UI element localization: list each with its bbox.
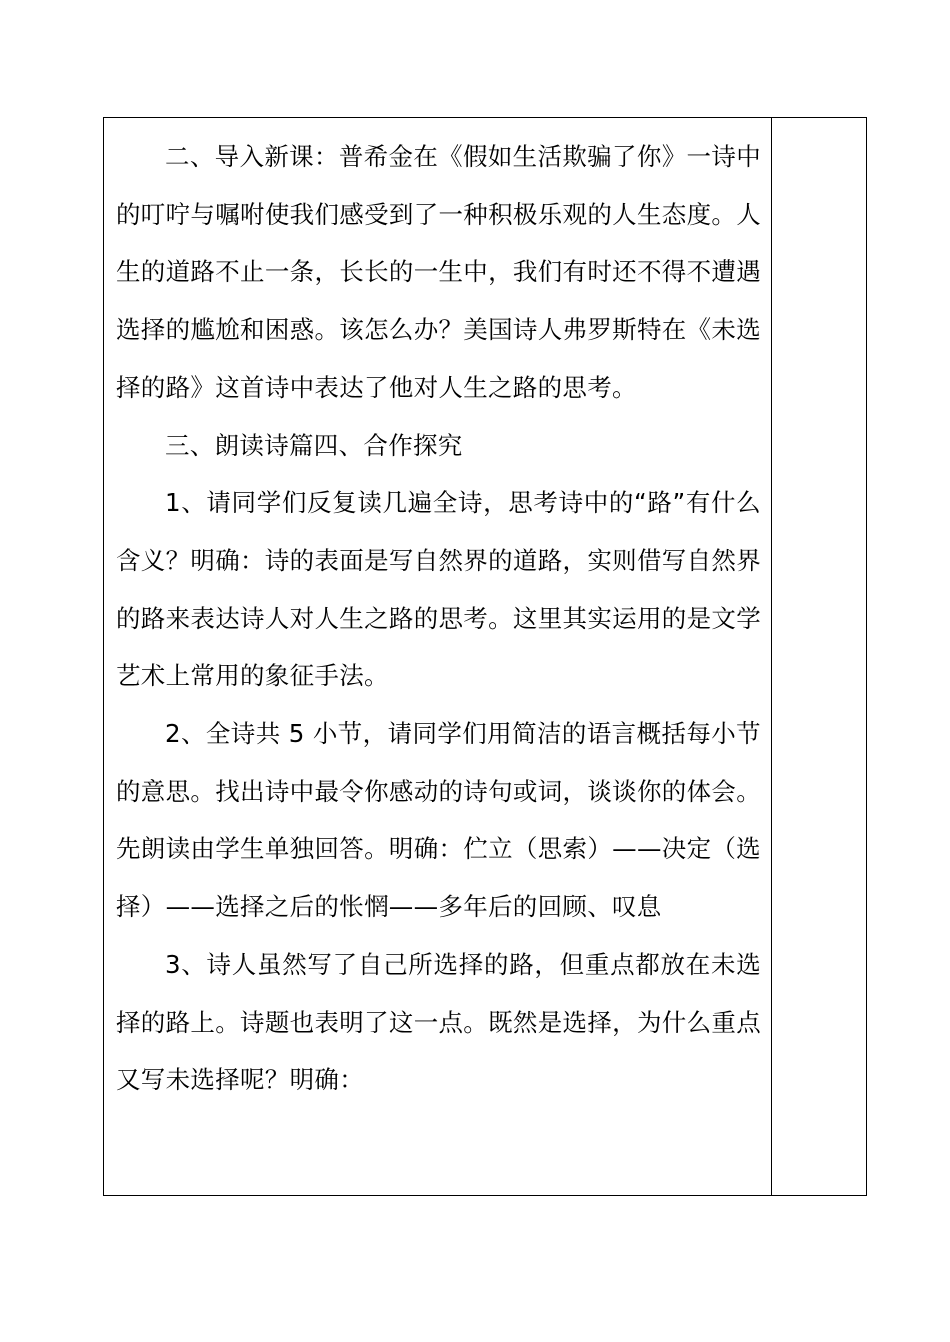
paragraph-question-2: 2、全诗共 5 小节，请同学们用简洁的语言概括每小节的意思。找出诗中最令你感动的诗句或词，谈谈你的体会。 先朗读由学生单独回答。明确：伫立（思索）——决定（选择）——选择之后的怅惘——多年后的回顾、叹息	[116, 719, 761, 922]
paragraph-question-1: 1、请同学们反复读几遍全诗，思考诗中的“路”有什么含义？明确：诗的表面是写自然界的道路，实则借写自然界的路来表达诗人对人生之路的思考。这里其实运用的是文学艺术上常用的象征手法。	[116, 488, 761, 691]
paragraph-question-3: 3、诗人虽然写了自己所选择的路，但重点都放在未选择的路上。诗题也表明了这一点。既然是选择，为什么重点又写未选择呢？明确：	[116, 949, 761, 1095]
paragraph-reading-section: 三、朗读诗篇四、合作探究	[165, 430, 463, 460]
notes-cell	[772, 118, 866, 1195]
lesson-table	[103, 117, 867, 1196]
paragraph-introduction: 二、导入新课：普希金在《假如生活欺骗了你》一诗中的叮咛与嘱咐使我们感受到了一种积极乐观的人生态度。人生的道路不止一条，长长的一生中，我们有时还不得不遭遇选择的尴尬和困惑。该怎么办？美国诗人弗罗斯特在《未选择的路》这首诗中表达了他对人生之路的思考。	[116, 142, 761, 402]
lesson-content-cell	[104, 118, 772, 1195]
